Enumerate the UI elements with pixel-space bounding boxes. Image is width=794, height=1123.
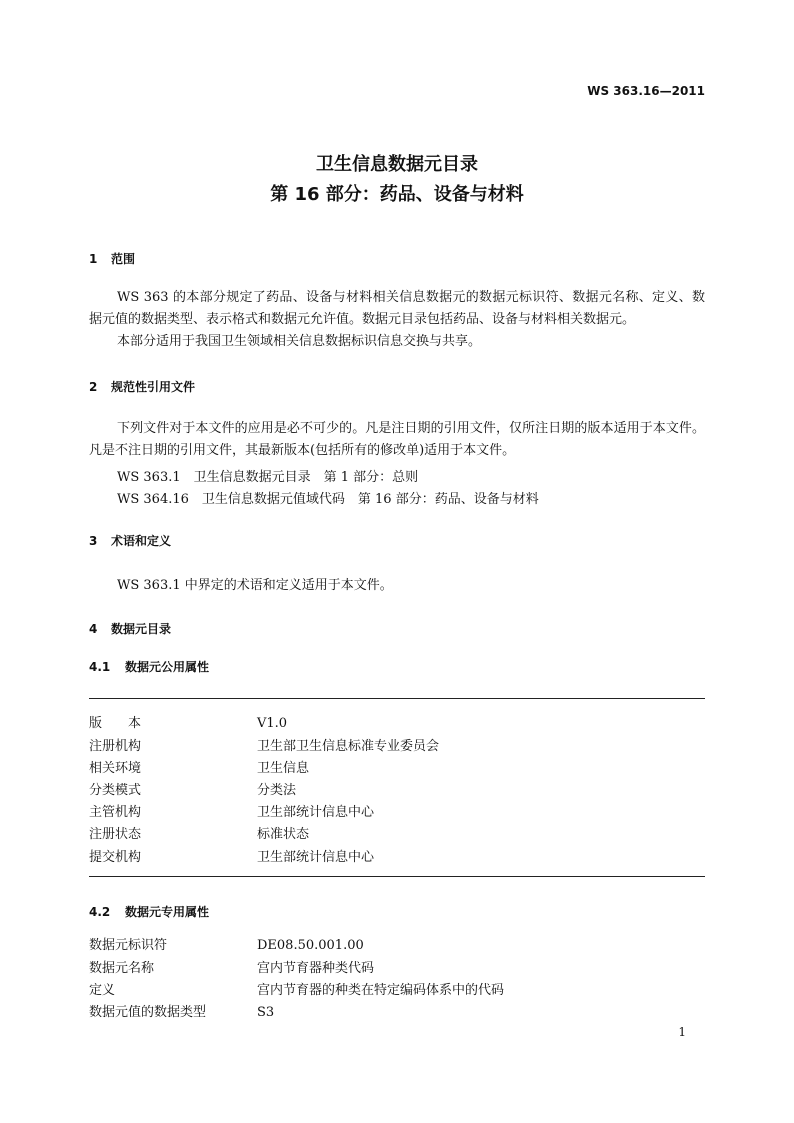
attr-row: [89, 735, 439, 754]
section-number: 4.2: [89, 905, 111, 919]
attr-value: DE08.50.001.00: [257, 938, 364, 953]
section-3-heading: [89, 532, 171, 549]
table-top-rule: [89, 698, 705, 699]
attr-row: [89, 801, 374, 820]
attr-key: 相关环境: [89, 761, 142, 776]
attr-row: [89, 1001, 274, 1020]
section-number: 3: [89, 534, 98, 548]
section-4-2-heading: [89, 903, 209, 920]
attr-key: 数据元值的数据类型: [89, 1005, 207, 1020]
attr-key: 版 本: [89, 716, 142, 731]
section-2-paragraph-1: 下列文件对于本文件的应用是必不可少的。凡是注日期的引用文件，仅所注日期的版本适用于本文件。凡是不注日期的引用文件，其最新版本(包括所有的修改单)适用于本文件。: [89, 421, 705, 458]
attr-row: [89, 757, 309, 776]
section-4-heading: [89, 620, 171, 637]
attr-value: 宫内节育器的种类在特定编码体系中的代码: [257, 983, 505, 998]
attr-value: 卫生部统计信息中心: [257, 850, 375, 865]
attr-key: 提交机构: [89, 850, 142, 865]
attr-value: 卫生信息: [257, 761, 310, 776]
section-title: 数据元公用属性: [125, 660, 210, 674]
section-1-paragraph-1: WS 363 的本部分规定了药品、设备与材料相关信息数据元的数据元标识符、数据元名称、定义、数据元值的数据类型、表示格式和数据元允许值。数据元目录包括药品、设备与材料相关数据元。: [89, 290, 705, 327]
attr-value: 标准状态: [257, 827, 310, 842]
section-title: 术语和定义: [111, 534, 172, 548]
attr-row: [89, 934, 364, 953]
section-1-paragraph-2: 本部分适用于我国卫生领域相关信息数据标识信息交换与共享。: [117, 334, 482, 349]
section-number: 1: [89, 252, 98, 266]
section-title: 数据元目录: [111, 622, 172, 636]
attr-value: 卫生部卫生信息标准专业委员会: [257, 739, 440, 754]
attr-key: 注册机构: [89, 739, 142, 754]
section-2-heading: [89, 378, 195, 395]
section-3-paragraph-1: WS 363.1 中界定的术语和定义适用于本文件。: [117, 578, 393, 593]
attr-key: 定义: [89, 983, 116, 998]
section-1-heading: [89, 250, 135, 267]
standard-code: WS 363.16—2011: [587, 84, 705, 98]
attr-value: V1.0: [257, 716, 288, 731]
section-title: 数据元专用属性: [125, 905, 210, 919]
reference-1: WS 363.1 卫生信息数据元目录 第 1 部分：总则: [117, 470, 419, 485]
attr-value: 卫生部统计信息中心: [257, 805, 375, 820]
attr-value: 宫内节育器种类代码: [257, 961, 375, 976]
attr-key: 注册状态: [89, 827, 142, 842]
attr-row: [89, 957, 374, 976]
attr-row: [89, 979, 504, 998]
attr-row: [89, 823, 309, 842]
section-number: 4: [89, 622, 98, 636]
attr-key: 数据元标识符: [89, 938, 168, 953]
attr-key: 数据元名称: [89, 961, 155, 976]
attr-value: 分类法: [257, 783, 297, 798]
attr-key: 主管机构: [89, 805, 142, 820]
attr-row: [89, 779, 296, 798]
attr-row: [89, 846, 374, 865]
attr-value: S3: [257, 1005, 275, 1020]
attr-row: [89, 712, 287, 731]
document-subtitle: 第 16 部分：药品、设备与材料: [270, 184, 524, 205]
document-title: 卫生信息数据元目录: [316, 154, 478, 175]
section-4-1-heading: [89, 658, 209, 675]
reference-2: WS 364.16 卫生信息数据元值域代码 第 16 部分：药品、设备与材料: [117, 492, 539, 507]
page-number: 1: [678, 1025, 686, 1039]
section-title: 规范性引用文件: [111, 380, 196, 394]
section-title: 范围: [111, 252, 136, 266]
section-number: 4.1: [89, 660, 111, 674]
table-bottom-rule: [89, 876, 705, 877]
attr-key: 分类模式: [89, 783, 142, 798]
section-number: 2: [89, 380, 98, 394]
